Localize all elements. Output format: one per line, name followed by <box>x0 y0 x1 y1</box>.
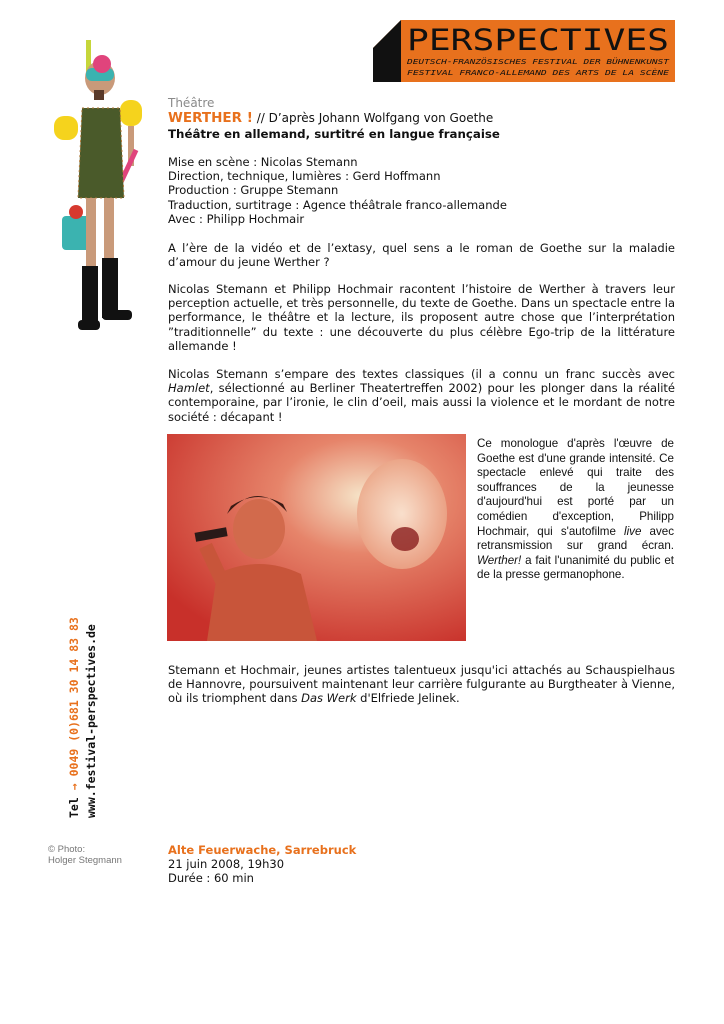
paragraph-4-text: Stemann et Hochmair, jeunes artistes talentueux jusqu'ici attachés au Schauspielhaus de Hannovre, poursuivent maintenant leur carrière fulgurante au Burgtheater à Vienne, où ils triomphent dans <box>168 663 675 706</box>
after-title: // D’après Johann Wolfgang von Goethe <box>252 111 494 125</box>
venue-date: 21 juin 2008, 19h30 <box>168 857 285 872</box>
photo-credit <box>48 844 122 866</box>
side-text-italic-1: live <box>624 524 642 538</box>
website-link[interactable]: www.festival-perspectives.de <box>84 624 98 818</box>
credit-line: Mise en scène : Nicolas Stemann <box>168 155 358 169</box>
category-label: Théâtre <box>168 96 215 110</box>
credits-list <box>168 155 675 226</box>
show-title: WERTHER ! <box>168 110 253 126</box>
paragraph-3-italic: Hamlet <box>168 381 210 396</box>
paragraph-3-text-end: , sélectionné au Berliner Theatertreffen 2002) pour les plonger dans la réalité contemporaine, par l’ironie, le clin d’oeil, mais aussi la violence et le mordant de notre société : décapant ! <box>168 381 675 424</box>
costumed-figure-illustration <box>48 38 160 336</box>
side-text-b: avec retransmission sur grand écran. <box>477 524 674 553</box>
photo-credit-line1: © Photo: <box>48 844 86 855</box>
venue-block <box>168 843 356 886</box>
performance-photo <box>167 434 466 641</box>
venue-duration: Durée : 60 min <box>168 871 254 886</box>
side-text-a: Ce monologue d'après l'œuvre de Goethe est d'une grande intensité. Ce spectacle enlevé qui traite des souffrances de la jeunesse d'aujourd'hui est porté par un comédien d'exception, Philipp Hochmair, qui s'autofilme <box>477 437 674 538</box>
credit-line: Avec : Philipp Hochmair <box>168 211 305 226</box>
credit-line: Direction, technique, lumières : Gerd Hoffmann <box>168 169 441 184</box>
arrow-icon: → <box>67 783 81 791</box>
logo-line-fr: FESTIVAL FRANCO-ALLEMAND DES ARTS DE LA SCÈNE <box>407 68 670 77</box>
photo-credit-line2: Holger Stegmann <box>48 855 122 866</box>
contact-vertical <box>66 617 100 818</box>
paragraph-4 <box>168 663 675 706</box>
side-text-italic-2: Werther! <box>477 553 522 567</box>
paragraph-1: A l’ère de la vidéo et de l’extasy, quel sens a le roman de Goethe sur la maladie d’amour du jeune Werther ? <box>168 241 675 270</box>
paragraph-2: Nicolas Stemann et Philipp Hochmair racontent l’histoire de Werther à travers leur perception actuelle, et très personnelle, du texte de Goethe. Dans un spectacle entre la performance, le théâtre et la lecture, ils proposent autre chose que l’interprétation ”traditionnelle” du texte : une découverte du plus célèbre Ego-trip de la littérature allemande ! <box>168 282 675 353</box>
paragraph-3 <box>168 367 675 424</box>
paragraph-3-text: Nicolas Stemann s’empare des textes classiques (il a connu un franc succès avec <box>168 367 675 381</box>
logo-line-de: DEUTSCH-FRANZÖSISCHES FESTIVAL DER BÜHNENKUNST <box>405 57 670 66</box>
venue-name: Alte Feuerwache, Sarrebruck <box>168 843 357 857</box>
photo-side-text <box>477 437 674 583</box>
logo-title: PERSPECTIVES <box>407 23 669 57</box>
tel-label: Tel <box>67 797 81 818</box>
side-text-c: a fait l'unanimité du public et de la presse germanophone. <box>477 553 674 582</box>
perspectives-logo <box>373 20 675 82</box>
subtitle: Théâtre en allemand, surtitré en langue française <box>168 127 500 141</box>
credit-line: Production : Gruppe Stemann <box>168 183 339 198</box>
phone-number[interactable]: 0049 (0)681 30 14 83 83 <box>67 617 81 777</box>
credit-line: Traduction, surtitrage : Agence théâtrale franco-allemande <box>168 197 507 212</box>
paragraph-4-italic: Das Werk <box>301 691 357 706</box>
paragraph-4-text-end: d'Elfriede Jelinek. <box>356 691 460 706</box>
title-line <box>168 111 675 125</box>
phone-line <box>66 617 83 818</box>
